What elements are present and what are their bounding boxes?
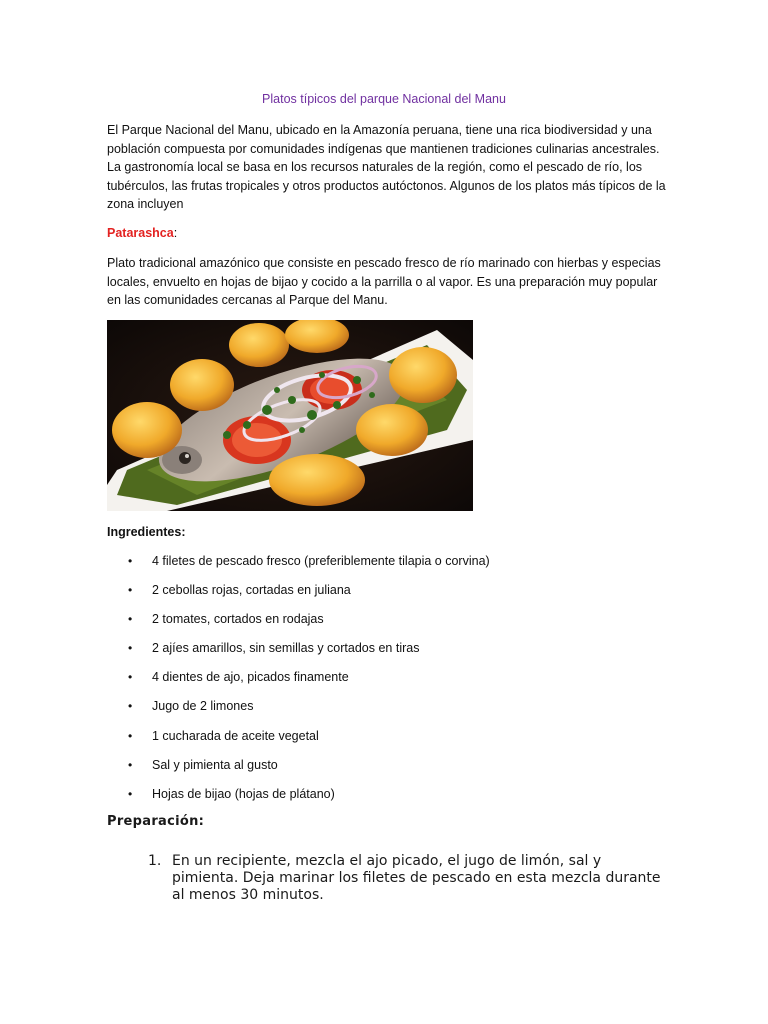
dish-name: Patarashca: [107, 226, 174, 240]
step-number: 1.: [148, 853, 162, 869]
ingredient-text: 2 cebollas rojas, cortadas en juliana: [152, 583, 351, 598]
ingredient-text: 2 ajíes amarillos, sin semillas y cortados en tiras: [152, 641, 420, 656]
ingredients-list: [107, 553, 667, 815]
intro-paragraph: El Parque Nacional del Manu, ubicado en la Amazonía peruana, tiene una rica biodiversidad y una población compuesta por comunidades indígenas que mantienen tradiciones culinarias ancestrales. La gastronomía local se basa en los recursos naturales de la región, como el pescado de río, los tubérculos, las frutas tropicales y otros productos autóctonos. Algunos de los platos más típicos de la zona incluyen: [107, 123, 666, 212]
ingredient-text: 2 tomates, cortados en rodajas: [152, 612, 324, 627]
list-item: [107, 669, 667, 698]
bullet: •: [128, 786, 133, 801]
bullet: •: [128, 554, 133, 568]
ingredient-text: 4 filetes de pescado fresco (preferiblemente tilapia o corvina): [152, 554, 490, 568]
dish-heading: [107, 226, 177, 240]
ingredient-text: 1 cucharada de aceite vegetal: [152, 728, 319, 743]
bullet: •: [128, 612, 133, 627]
preparation-heading: Preparación:: [107, 814, 205, 829]
bullet: •: [128, 699, 133, 714]
list-item: [107, 611, 667, 640]
list-item: [107, 757, 667, 786]
step-text: En un recipiente, mezcla el ajo picado, el jugo de limón, sal y pimienta. Deja marinar los filetes de pescado en esta mezcla durante al menos 30 minutos.: [172, 853, 661, 903]
ingredient-text: Jugo de 2 limones: [152, 699, 254, 714]
bullet: •: [128, 641, 133, 656]
list-item: [107, 786, 667, 815]
document-title: Platos típicos del parque Nacional del Manu: [262, 92, 506, 106]
bullet: •: [128, 757, 133, 772]
ingredients-heading: Ingredientes:: [107, 525, 186, 539]
patarashca-image: [107, 320, 473, 511]
ingredient-text: 4 dientes de ajo, picados finamente: [152, 670, 349, 685]
list-item: [107, 640, 667, 669]
ingredient-text: Hojas de bijao (hojas de plátano): [152, 786, 335, 801]
list-item: [107, 553, 667, 582]
preparation-list: [107, 853, 667, 904]
bullet: •: [128, 728, 133, 743]
bullet: •: [128, 583, 133, 598]
dish-description: Plato tradicional amazónico que consiste en pescado fresco de río marinado con hierbas y especias locales, envuelto en hojas de bijao y cocido a la parrilla o al vapor. Es una preparación muy popular en las comunidades cercanas al Parque del Manu.: [107, 256, 661, 308]
preparation-step: [107, 853, 667, 904]
list-item: [107, 582, 667, 611]
list-item: [107, 728, 667, 757]
list-item: [107, 698, 667, 727]
dish-name-colon: :: [173, 226, 178, 240]
bullet: •: [128, 670, 133, 685]
ingredient-text: Sal y pimienta al gusto: [152, 757, 278, 772]
dish-photo: [107, 320, 473, 511]
